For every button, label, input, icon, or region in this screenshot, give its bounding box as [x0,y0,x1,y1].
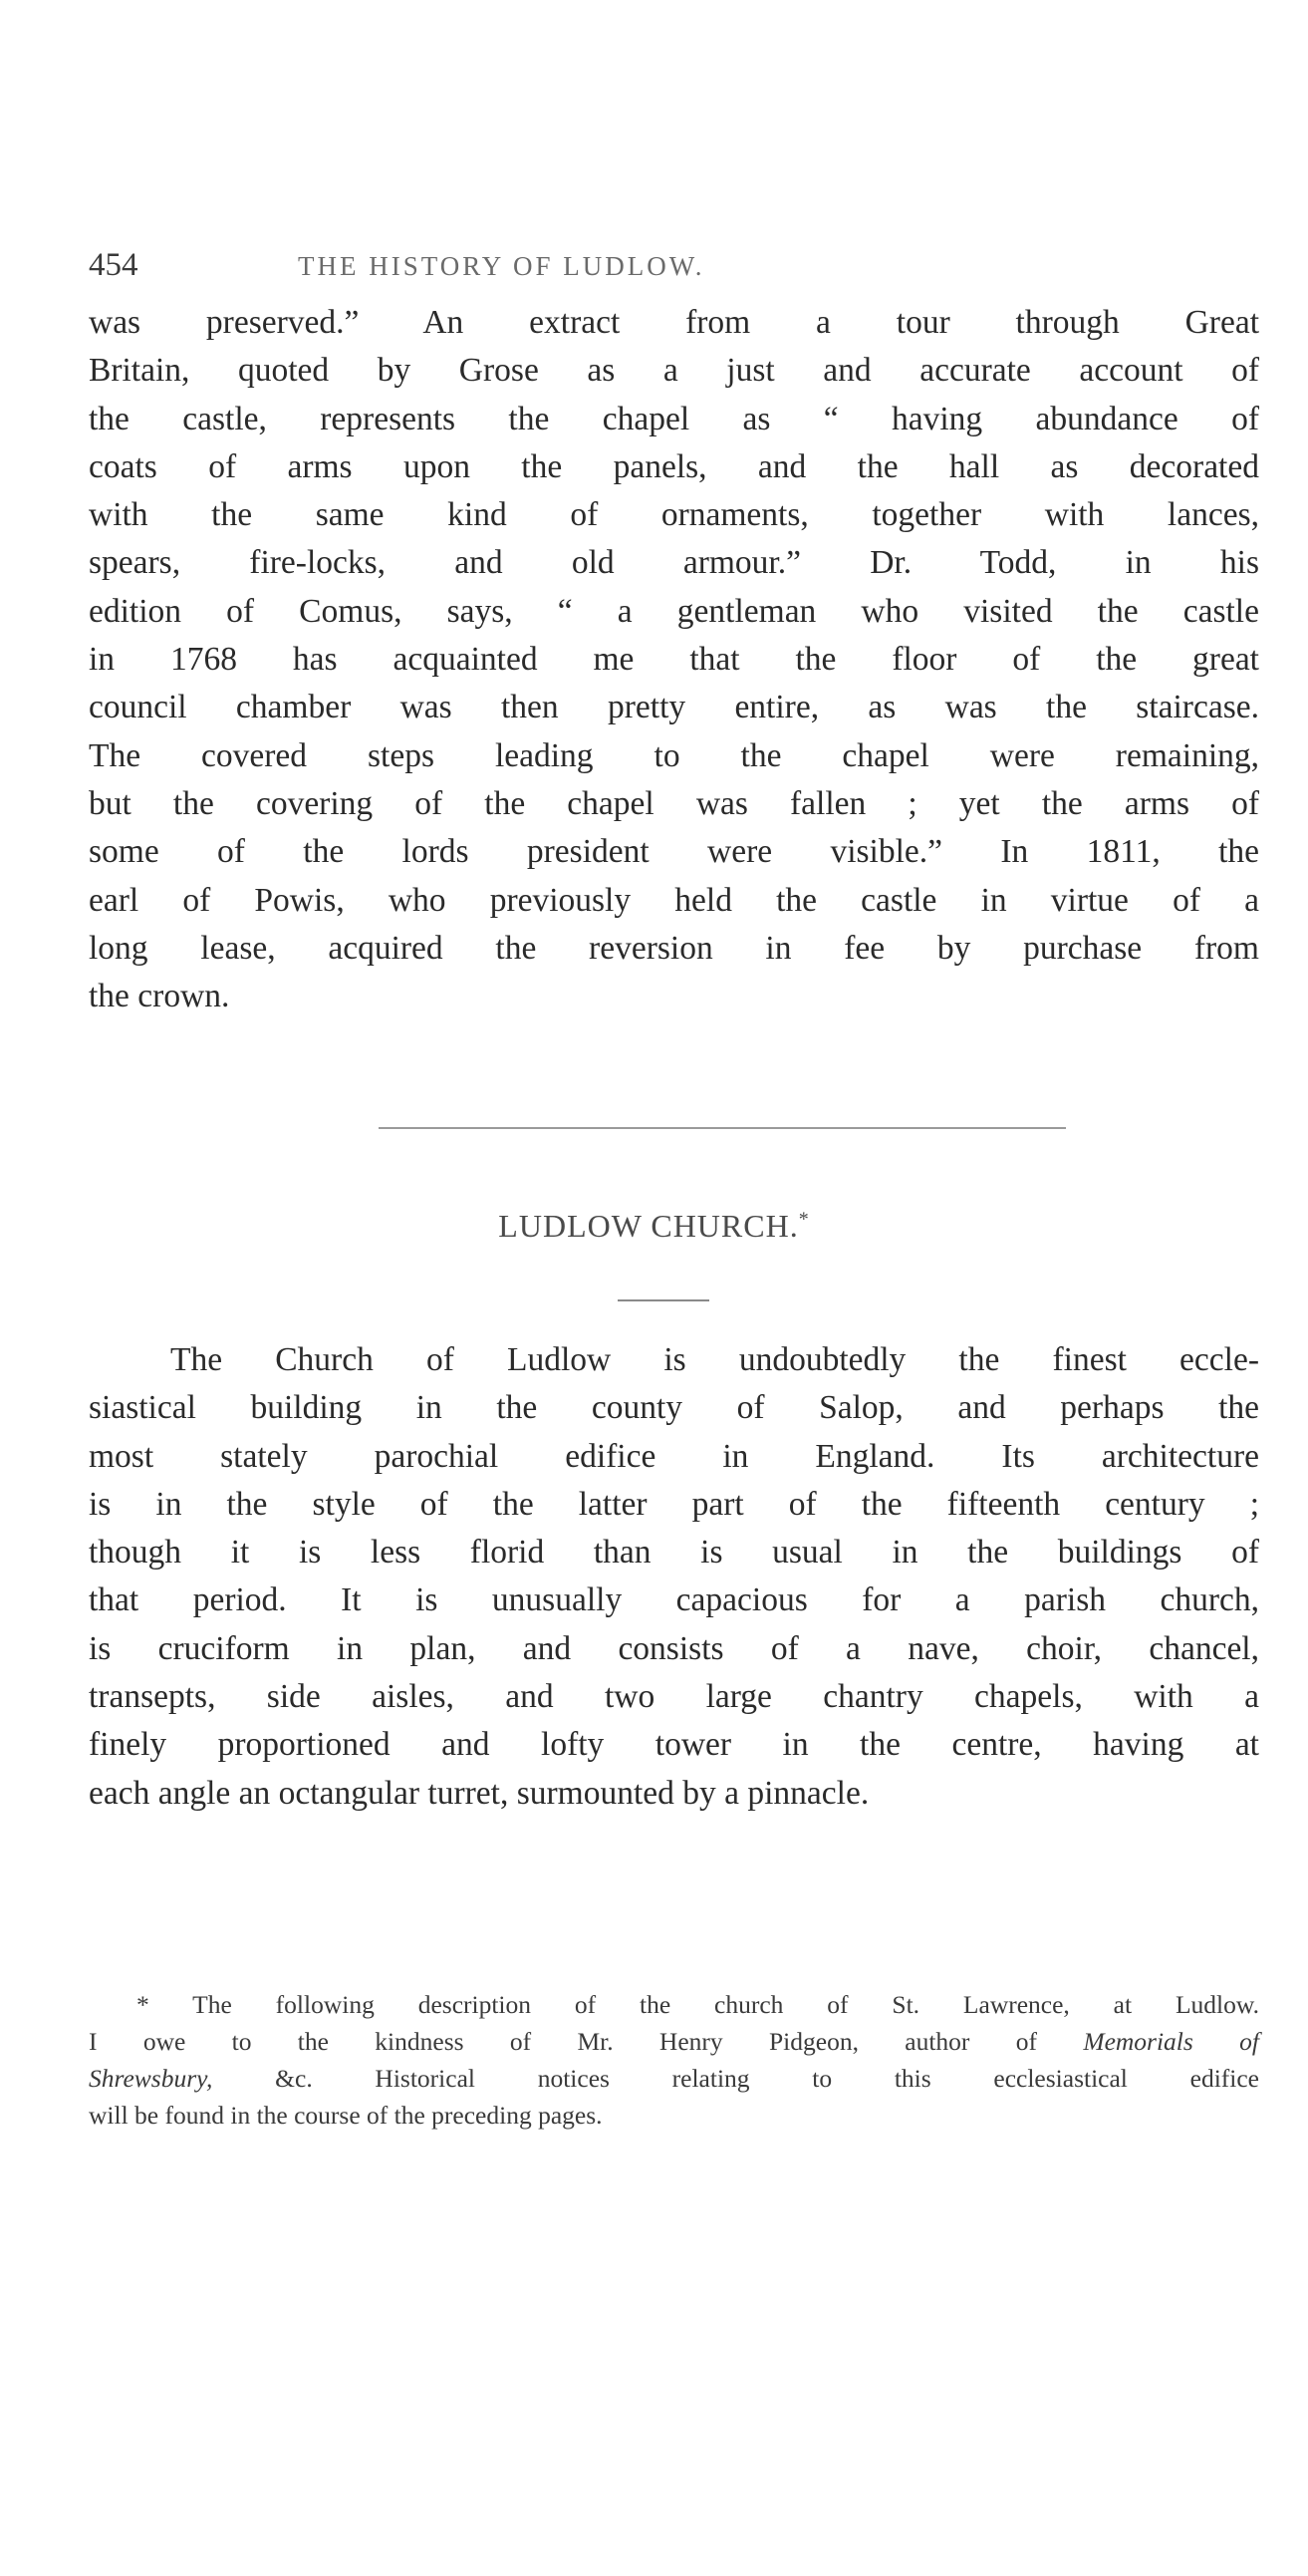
footnote-line [89,2023,1259,2060]
text-line: most stately parochial edifice in England. Its architecture [89,1437,1259,1475]
paragraph-church [89,1336,1259,1818]
text-line: is cruciform in plan, and consists of a nave, choir, chancel, [89,1629,1259,1667]
text-line: spears, fire-locks, and old armour.” Dr. Todd, in his [89,544,1259,582]
text-line: council chamber was then pretty entire, as was the staircase. [89,689,1259,726]
section-divider [379,1127,1066,1129]
text-line: with the same kind of ornaments, together with lances, [89,496,1259,534]
text-line: The covered steps leading to the chapel were remaining, [89,736,1259,774]
text-line: the castle, represents the chapel as “ having abundance of [89,400,1259,437]
text-line: is in the style of the latter part of the fifteenth century ; [89,1485,1259,1523]
footnote-title-italic: Shrewsbury, [89,2064,213,2093]
paragraph-castle [89,299,1259,1020]
footnote-line: * The following description of the church of St. Lawrence, at Ludlow. [136,1990,1259,2019]
footnote-text: &c. Historical notices relating to this ecclesiastical edifice [212,2064,1259,2093]
text-line: though it is less florid than is usual in the buildings of [89,1534,1259,1572]
text-line: transepts, side aisles, and two large chantry chapels, with a [89,1678,1259,1716]
section-title [0,1208,1308,1245]
text-line: earl of Powis, who previously held the castle in virtue of a [89,881,1259,919]
text-line: edition of Comus, says, “ a gentleman who visited the castle [89,592,1259,630]
footnote-line [89,2060,1259,2097]
text-line: finely proportioned and lofty tower in the centre, having at [89,1726,1259,1764]
page-number: 454 [89,247,138,283]
footnote-text: I owe to the kindness of Mr. Henry Pidgeon, author of [89,2027,1084,2056]
text-line: Britain, quoted by Grose as a just and accurate account of [89,352,1259,390]
footnote-title-italic: Memorials of [1083,2027,1259,2056]
page-header [89,247,1254,287]
text-line: coats of arms upon the panels, and the hall as decorated [89,447,1259,485]
running-head: THE HISTORY OF LUDLOW. [298,251,705,281]
text-line: that period. It is unusually capacious for a parish church, [89,1581,1259,1619]
text-line: The Church of Ludlow is undoubtedly the finest eccle- [170,1341,1259,1378]
text-line: some of the lords president were visible.” In 1811, the [89,833,1259,871]
text-line: was preserved.” An extract from a tour through Great [89,304,1259,341]
text-line: each angle an octangular turret, surmounted by a pinnacle. [89,1774,870,1812]
footnote-line: will be found in the course of the preceding pages. [89,2101,603,2130]
title-underline [618,1299,709,1301]
section-title-text: LUDLOW CHURCH. [498,1208,799,1244]
footnote [89,1986,1259,2134]
text-line: in 1768 has acquainted me that the floor of the great [89,641,1259,679]
footnote-marker: * [798,1208,810,1231]
text-line: long lease, acquired the reversion in fee by purchase from [89,929,1259,967]
text-line: siastical building in the county of Salop, and perhaps the [89,1389,1259,1427]
text-line: but the covering of the chapel was fallen ; yet the arms of [89,784,1259,822]
text-line: the crown. [89,978,230,1015]
